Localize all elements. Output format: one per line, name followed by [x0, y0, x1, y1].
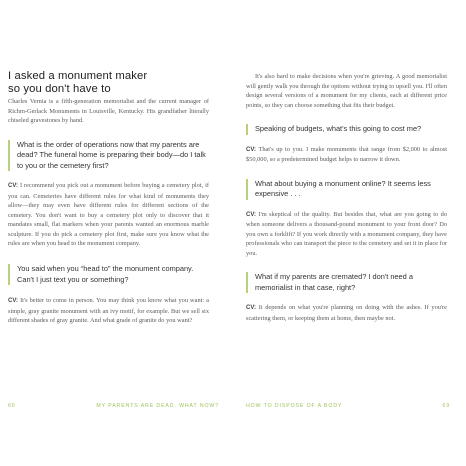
question-2: You said when you “head to” the monument company. Can't I just text you or something?	[8, 264, 209, 285]
left-page	[0, 0, 225, 466]
answer-1-label: CV:	[8, 183, 19, 190]
left-page-number: 60	[8, 403, 16, 409]
left-running-head: MY PARENTS ARE DEAD. WHAT NOW?	[96, 403, 219, 409]
heading-line-2: so you don't have to	[8, 82, 111, 95]
answer-4-text: I'm skeptical of the quality. But besides that, what are you going to do when someone delivers a thousand-pound monument to your front door? Do you own a forklift? If you work directly with a monument company, they have professionals who can transport the piece to the cemetery and set it in place for you.	[246, 210, 447, 257]
intro-paragraph: Charles Vernia is a fifth-generation memorialist and the current manager of Richm-Gerlack Monuments in Louisville, Kentucky. His grandfather literally chiseled gravestones by hand.	[8, 98, 209, 125]
left-column	[8, 70, 209, 326]
right-running-head: HOW TO DISPOSE OF A BODY	[246, 403, 343, 409]
answer-1	[8, 181, 209, 249]
answer-4	[246, 210, 447, 259]
answer-5-label: CV:	[246, 305, 257, 312]
answer-2-label: CV:	[8, 298, 19, 305]
right-page	[233, 0, 458, 466]
question-4: What about buying a monument online? It seems less expensive . . .	[246, 179, 447, 200]
answer-4-label: CV:	[246, 211, 257, 218]
question-1: What is the order of operations now that my parents are dead? The funeral home is preparing their body—do I talk to you or the cemetery first?	[8, 140, 209, 172]
answer-3	[246, 145, 447, 165]
answer-5-text: It depends on what you're planning on doing with the ashes. If you're scattering them, or keeping them at home, then maybe not.	[246, 304, 447, 322]
right-page-number: 69	[442, 403, 450, 409]
answer-5	[246, 303, 447, 323]
answer-3-text: That's up to you. I make monuments that range from $2,000 to almost $50,000, so a predetermined budget helps to narrow it down.	[246, 145, 448, 164]
continued-paragraph: It's also hard to make decisions when you're grieving. A good memorialist will gently walk you through the options without trying to upsell you. I'll often design several versions of a monument for my clients, each at different price points, so they can choose something that fits their budget.	[246, 73, 447, 109]
answer-2	[8, 296, 209, 326]
question-3: Speaking of budgets, what's this going to cost me?	[246, 124, 447, 135]
section-heading	[8, 70, 209, 95]
question-5: What if my parents are cremated? I don't need a memorialist in that case, right?	[246, 272, 447, 293]
answer-2-text: It's better to come in person. You may think you know what you want: a simple, gray granite monument with an ivy motif, for example. But we sell six different shades of gray granite. And what grade of granite do you want?	[8, 297, 209, 325]
answer-3-label: CV:	[246, 146, 257, 153]
right-column	[246, 72, 447, 323]
heading-line-1: I asked a monument maker	[8, 70, 148, 82]
answer-1-text: I recommend you pick out a monument before buying a cemetery plot, if you can. Cemeteries have different rules for what kind of monuments they allow—they may even have different rules for different sections of the cemetery. You don't want to buy a cemetery plot only to discover that it mandates small, flat markers when your parents wanted an enormous marble sculpture. If you do pick a cemetery plot first, make sure you know what the rules are when you head to the monument company.	[8, 182, 210, 248]
